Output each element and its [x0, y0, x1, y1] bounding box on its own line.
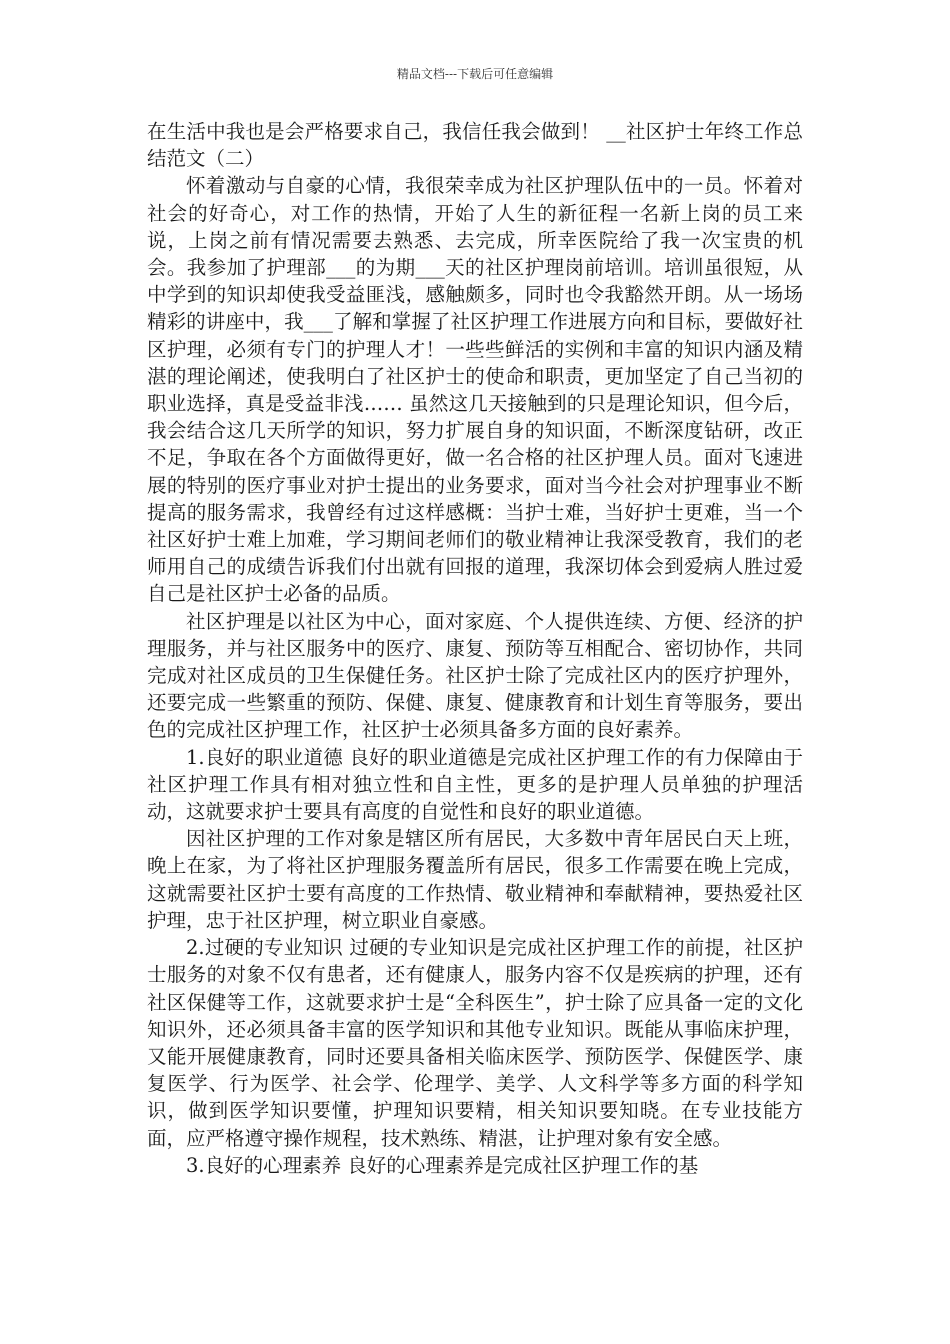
paragraph-intro: 在生活中我也是会严格要求自己，我信任我会做到！ __社区护士年终工作总结范文（二） — [147, 120, 803, 171]
paragraph-work-enthusiasm: 因社区护理的工作对象是辖区所有居民，大多数中青年居民白天上班，晚上在家，为了将社区护理服务覆盖所有居民，很多工作需要在晚上完成，这就需要社区护士要有高度的工作热情、敬业精神和奉献精神，要热爱社区护理，忠于社区护理，树立职业自豪感。 — [147, 827, 803, 932]
paragraph-psychological-quality: 3.良好的心理素养 良好的心理素养是完成社区护理工作的基 — [186, 1153, 699, 1177]
document-body — [147, 118, 803, 1179]
paragraph-community-nursing: 社区护理是以社区为中心，面对家庭、个人提供连续、方便、经济的护理服务，并与社区服务中的医疗、康复、预防等互相配合、密切协作，共同完成对社区成员的卫生保健任务。社区护士除了完成社区内的医疗护理外，还要完成一些繁重的预防、保健、康复、健康教育和计划生育等服务，要出色的完成社区护理工作，社区护士必须具备多方面的良好素养。 — [147, 609, 803, 742]
paragraph-professional-knowledge: 2.过硬的专业知识 过硬的专业知识是完成社区护理工作的前提，社区护士服务的对象不仅有患者，还有健康人，服务内容不仅是疾病的护理，还有社区保健等工作，这就要求护士是“全科医生”，护士除了应具备一定的文化知识外，还必须具备丰富的医学知识和其他专业知识。既能从事临床护理，又能开展健康教育，同时还要具备相关临床医学、预防医学、保健医学、康复医学、行为医学、社会学、伦理学、美学、人文科学等多方面的科学知识，做到医学知识要懂，护理知识要精，相关知识要知晓。在专业技能方面，应严格遵守操作规程，技术熟练、精湛，让护理对象有安全感。 — [147, 936, 803, 1150]
paragraph-professional-ethics: 1.良好的职业道德 良好的职业道德是完成社区护理工作的有力保障由于社区护理工作具有相对独立性和自主性，更多的是护理人员单独的护理活动，这就要求护士要具有高度的自觉性和良好的职业道德。 — [147, 745, 803, 824]
page-header: 精品文档---下载后可任意编辑 — [396, 67, 554, 81]
paragraph-training: 怀着激动与自豪的心情，我很荣幸成为社区护理队伍中的一员。怀着对社会的好奇心，对工作的热情，开始了人生的新征程一名新上岗的员工来说，上岗之前有情况需要去熟悉、去完成，所幸医院给了我一次宝贵的机会。我参加了护理部___的为期___天的社区护理岗前培训。培训虽很短，从中学到的知识却使我受益匪浅，感触颇多，同时也令我豁然开朗。从一场场精彩的讲座中，我___了解和掌握了社区护理工作进展方向和目标，要做好社区护理，必须有专门的护理人才！一些些鲜活的实例和丰富的知识内涵及精湛的理论阐述，使我明白了社区护士的使命和职责，更加坚定了自己当初的职业选择，真是受益非浅…… 虽然这几天接触到的只是理论知识，但今后，我会结合这几天所学的知识，努力扩展自身的知识面，不断深度钻研，改正不足，争取在各个方面做得更好，做一名合格的社区护理人员。面对飞速进展的特别的医疗事业对护士提出的业务要求，面对当今社会对护理事业不断提高的服务需求，我曾经有过这样感概：当护士难，当好护士更难，当一个社区好护士难上加难，学习期间老师们的敬业精神让我深受教育，我们的老师用自己的成绩告诉我们付出就有回报的道理，我深切体会到爱病人胜过爱自己是社区护士必备的品质。 — [147, 174, 803, 606]
